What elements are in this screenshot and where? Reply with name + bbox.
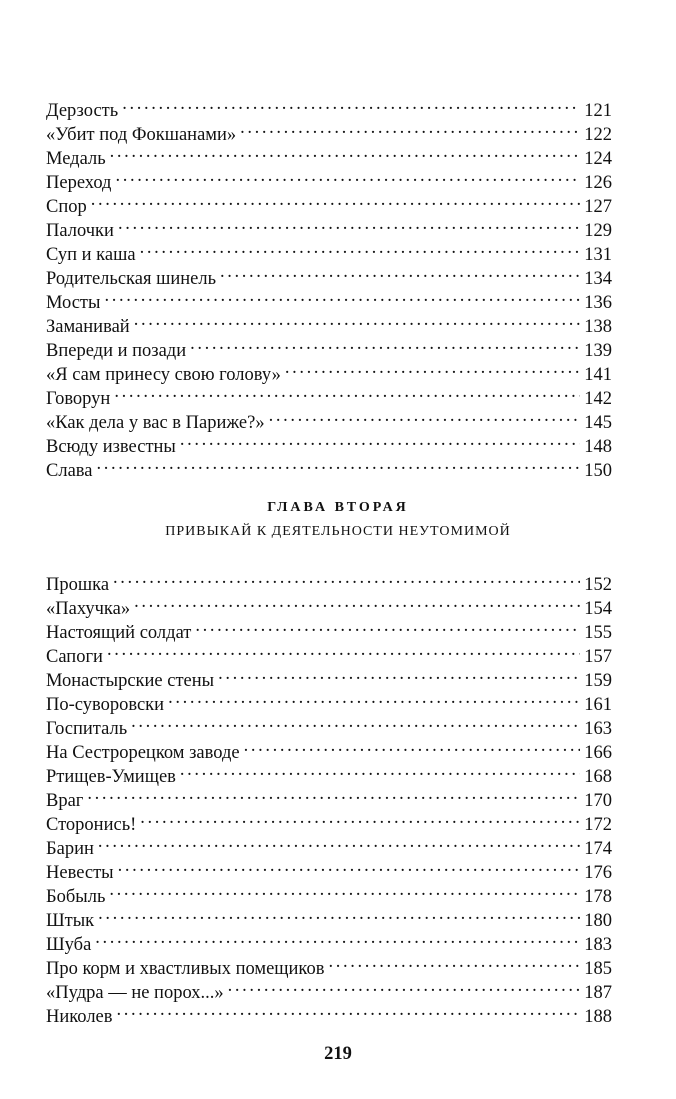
toc-entry-page: 142	[584, 389, 612, 409]
toc-entry-page: 187	[584, 983, 612, 1003]
toc-entry	[46, 590, 612, 619]
toc-leader-dots	[118, 854, 581, 878]
toc-entry-page: 138	[584, 317, 612, 337]
toc-leader-dots	[285, 356, 580, 380]
toc-entry-title: Говорун	[46, 389, 111, 409]
toc-leader-dots	[240, 116, 580, 140]
toc-entry-title: «Пудра — не порох...»	[46, 983, 224, 1003]
toc-leader-dots	[98, 830, 580, 854]
toc-leader-dots	[98, 902, 580, 926]
toc-entry-page: 174	[584, 839, 612, 859]
toc-entry-title: Впереди и позади	[46, 341, 187, 361]
toc-leader-dots	[131, 710, 580, 734]
toc-entry-page: 139	[584, 341, 612, 361]
toc-leader-dots	[104, 284, 580, 308]
toc-entry-title: Госпиталь	[46, 719, 128, 739]
toc-entry	[46, 638, 612, 667]
toc-entry-title: Про корм и хвастливых помещиков	[46, 959, 325, 979]
toc-entry	[46, 878, 612, 907]
toc-entry-title: Спор	[46, 197, 87, 217]
toc-entry-title: Барин	[46, 839, 94, 859]
toc-entry-title: По-суворовски	[46, 695, 165, 715]
toc-entry	[46, 926, 612, 955]
toc-leader-dots	[244, 734, 581, 758]
toc-entry-page: 176	[584, 863, 612, 883]
toc-entry-page: 134	[584, 269, 612, 289]
toc-entry-title: Переход	[46, 173, 112, 193]
toc-entry-page: 178	[584, 887, 612, 907]
toc-leader-dots	[134, 590, 580, 614]
toc-entry	[46, 308, 612, 337]
toc-entry-title: «Убит под Фокшанами»	[46, 125, 237, 145]
toc-entry-title: Слава	[46, 461, 93, 481]
toc-entry	[46, 710, 612, 739]
toc-entry-page: 148	[584, 437, 612, 457]
toc-entry-title: Мосты	[46, 293, 101, 313]
toc-leader-dots	[115, 164, 580, 188]
toc-entry	[46, 998, 612, 1027]
toc-list-top	[46, 92, 612, 481]
toc-entry-page: 185	[584, 959, 612, 979]
toc-leader-dots	[109, 878, 580, 902]
toc-entry-title: Бобыль	[46, 887, 106, 907]
toc-leader-dots	[122, 92, 580, 116]
toc-leader-dots	[87, 782, 580, 806]
toc-entry-title: Родительская шинель	[46, 269, 217, 289]
toc-entry	[46, 92, 612, 121]
toc-entry-page: 150	[584, 461, 612, 481]
toc-entry-page: 122	[584, 125, 612, 145]
toc-leader-dots	[95, 926, 580, 950]
toc-entry-title: Палочки	[46, 221, 114, 241]
toc-entry-title: Всюду известны	[46, 437, 176, 457]
toc-leader-dots	[180, 758, 580, 782]
toc-entry-title: На Сестрорецком заводе	[46, 743, 240, 763]
toc-leader-dots	[328, 950, 580, 974]
toc-leader-dots	[218, 662, 580, 686]
toc-entry-page: 157	[584, 647, 612, 667]
toc-entry-title: Штык	[46, 911, 95, 931]
toc-entry-page: 131	[584, 245, 612, 265]
toc-entry-title: Настоящий солдат	[46, 623, 192, 643]
toc-leader-dots	[110, 140, 581, 164]
toc-entry-page: 188	[584, 1007, 612, 1027]
toc-entry	[46, 566, 612, 595]
toc-entry-title: Сторонись!	[46, 815, 137, 835]
toc-entry	[46, 284, 612, 313]
toc-entry-title: Медаль	[46, 149, 106, 169]
toc-entry-title: Шуба	[46, 935, 92, 955]
toc-entry	[46, 380, 612, 409]
toc-entry-title: Прошка	[46, 575, 110, 595]
toc-entry-page: 127	[584, 197, 612, 217]
toc-entry	[46, 236, 612, 265]
toc-entry-page: 172	[584, 815, 612, 835]
toc-entry-page: 155	[584, 623, 612, 643]
toc-entry-page: 166	[584, 743, 612, 763]
toc-entry	[46, 188, 612, 217]
toc-list-bottom	[46, 566, 612, 1027]
toc-leader-dots	[180, 428, 580, 452]
toc-leader-dots	[134, 308, 581, 332]
toc-entry	[46, 902, 612, 931]
toc-entry-page: 168	[584, 767, 612, 787]
toc-entry-page: 159	[584, 671, 612, 691]
toc-entry-title: Враг	[46, 791, 84, 811]
toc-entry-page: 152	[584, 575, 612, 595]
toc-entry-title: «Я сам принесу свою голову»	[46, 365, 281, 385]
chapter-header	[0, 497, 676, 543]
toc-entry-title: «Как дела у вас в Париже?»	[46, 413, 265, 433]
toc-leader-dots	[107, 638, 580, 662]
toc-entry	[46, 806, 612, 835]
toc-entry	[46, 404, 612, 433]
toc-leader-dots	[114, 380, 580, 404]
toc-entry	[46, 164, 612, 193]
chapter-subtitle: ПРИВЫКАЙ К ДЕЯТЕЛЬНОСТИ НЕУТОМИМОЙ	[165, 524, 511, 539]
toc-entry-page: 154	[584, 599, 612, 619]
chapter-heading: ГЛАВА ВТОРАЯ	[267, 500, 409, 515]
toc-leader-dots	[195, 614, 580, 638]
toc-leader-dots	[97, 452, 581, 476]
toc-entry-page: 121	[584, 101, 612, 121]
toc-leader-dots	[220, 260, 580, 284]
toc-entry-title: Невесты	[46, 863, 114, 883]
toc-leader-dots	[269, 404, 581, 428]
toc-entry-title: «Пахучка»	[46, 599, 131, 619]
toc-entry	[46, 452, 612, 481]
toc-entry	[46, 782, 612, 811]
toc-entry-page: 161	[584, 695, 612, 715]
toc-entry-page: 136	[584, 293, 612, 313]
toc-entry-title: Сапоги	[46, 647, 103, 667]
toc-leader-dots	[118, 212, 580, 236]
toc-entry-page: 163	[584, 719, 612, 739]
toc-entry	[46, 116, 612, 145]
toc-entry-title: Суп и каша	[46, 245, 136, 265]
toc-leader-dots	[113, 566, 580, 590]
toc-entry	[46, 830, 612, 859]
toc-leader-dots	[228, 974, 581, 998]
toc-entry-title: Заманивай	[46, 317, 130, 337]
toc-entry-page: 180	[584, 911, 612, 931]
toc-entry-page: 183	[584, 935, 612, 955]
toc-leader-dots	[91, 188, 581, 212]
toc-entry-page: 129	[584, 221, 612, 241]
toc-leader-dots	[117, 998, 581, 1022]
toc-entry-title: Дерзость	[46, 101, 119, 121]
toc-entry-page: 126	[584, 173, 612, 193]
toc-entry	[46, 950, 612, 979]
toc-entry-title: Николев	[46, 1007, 113, 1027]
toc-entry	[46, 854, 612, 883]
toc-entry-page: 124	[584, 149, 612, 169]
toc-entry	[46, 212, 612, 241]
toc-leader-dots	[140, 236, 581, 260]
page-number: 219	[324, 1044, 352, 1064]
toc-leader-dots	[190, 332, 580, 356]
toc-entry-title: Монастырские стены	[46, 671, 215, 691]
toc-entry	[46, 662, 612, 691]
toc-entry-page: 170	[584, 791, 612, 811]
toc-entry-title: Ртищев-Умищев	[46, 767, 176, 787]
toc-entry	[46, 140, 612, 169]
toc-leader-dots	[168, 686, 580, 710]
toc-leader-dots	[140, 806, 580, 830]
toc-entry-page: 141	[584, 365, 612, 385]
toc-entry-page: 145	[584, 413, 612, 433]
